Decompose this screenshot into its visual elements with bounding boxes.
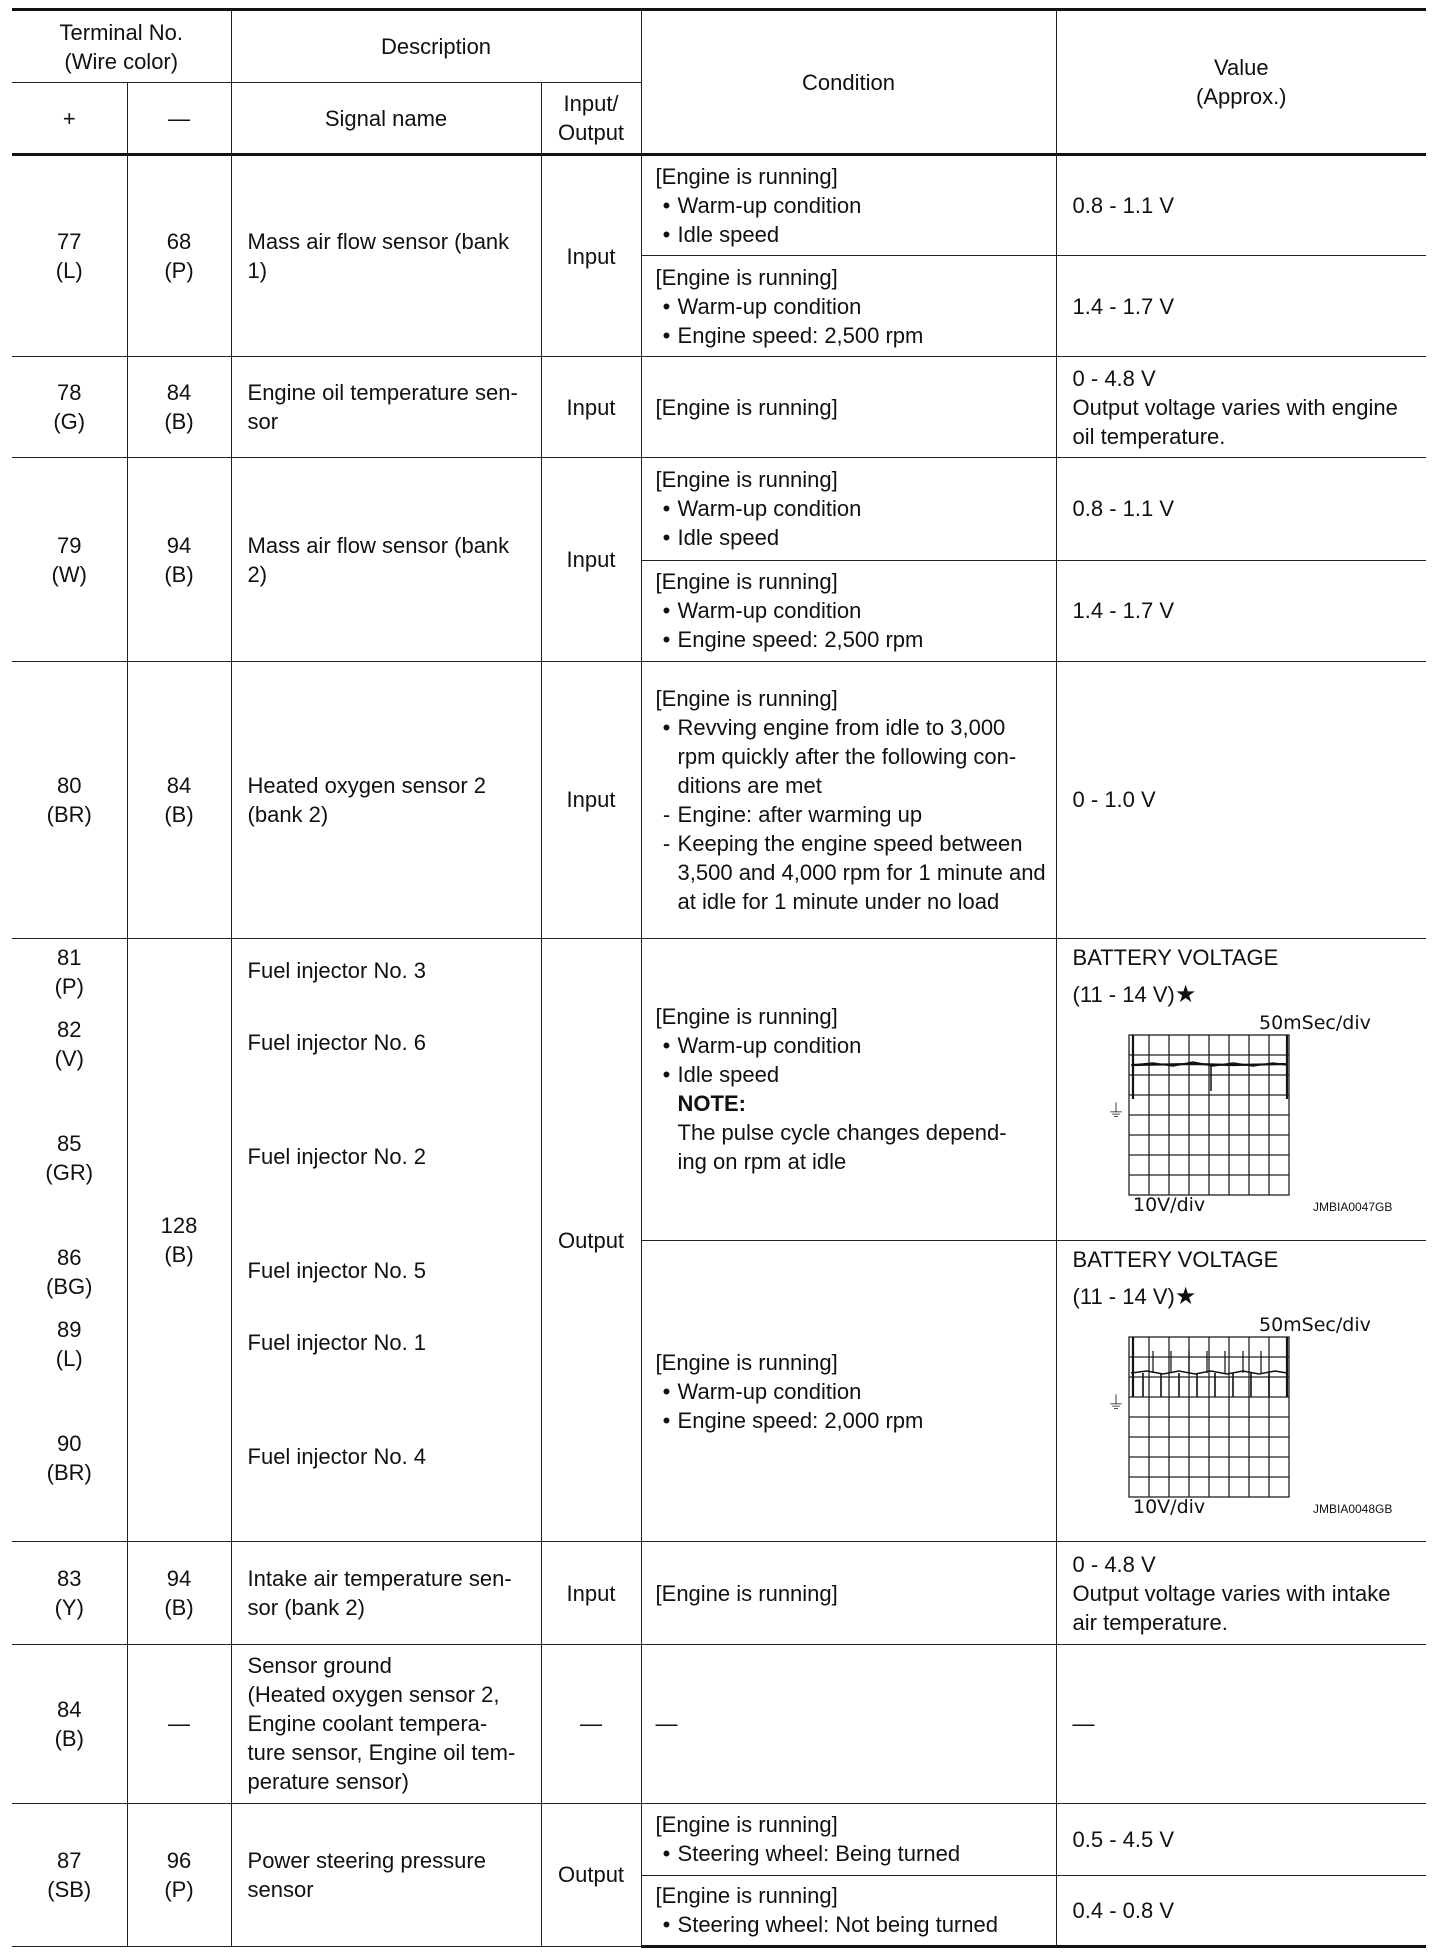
terminal-minus: 94 (B) <box>127 1542 231 1644</box>
terminal-plus: 83 (Y) <box>12 1542 127 1644</box>
condition-bullet: Steering wheel: Being turned <box>677 1841 961 1867</box>
condition-heading: [Engine is running] <box>655 685 838 711</box>
value-cell: 0.8 - 1.1 V <box>1056 155 1426 256</box>
terminal-minus: 84 (B) <box>127 357 231 458</box>
value-cell <box>1056 938 1426 1240</box>
condition-heading: [Engine is running] <box>655 569 838 595</box>
condition-dash-item: Keeping the engine speed between 3,500 and 4,000 rpm for 1 minute and at idle for 1 minute under no load <box>677 830 1046 914</box>
header-condition: Condition <box>641 10 1056 155</box>
star-icon: ★ <box>1174 980 1197 1008</box>
condition-bullet: Idle speed <box>677 525 780 551</box>
condition-bullet: Engine speed: 2,500 rpm <box>677 627 924 653</box>
condition-cell: [Engine is running] • Warm-up condition • Idle speed NOTE: The pulse cycle changes depend- ing on rpm at idle <box>641 938 1056 1240</box>
io-type: Output <box>541 1803 641 1946</box>
signal-name: Mass air flow sensor (bank 2) <box>231 458 541 661</box>
signal-name: Heated oxygen sensor 2 (bank 2) <box>231 661 541 938</box>
condition-bullet: Engine speed: 2,000 rpm <box>677 1407 924 1433</box>
value-cell: — <box>1056 1644 1426 1803</box>
condition-cell: — <box>641 1644 1056 1803</box>
terminal-plus: 85 (GR) <box>45 1130 94 1185</box>
oscilloscope-waveform-idle <box>1073 1009 1413 1214</box>
condition-bullet: Warm-up condition <box>677 1033 862 1059</box>
condition-dash-item: Engine: after warming up <box>677 801 923 827</box>
condition-bullet: Warm-up condition <box>677 598 862 624</box>
terminal-plus: 80 (BR) <box>12 661 127 938</box>
condition-bullet: Idle speed <box>677 1062 780 1088</box>
condition-cell: [Engine is running] • Revving engine from idle to 3,000 rpm quickly after the following con- ditions are met - Engine: after warming up - Keeping the engine speed between 3,500 and 4,000 rpm for 1 minute and at idle for 1 minute under no load <box>641 661 1056 938</box>
voltage-range: (11 - 14 V) <box>1072 1283 1175 1309</box>
table-row <box>12 357 1426 458</box>
signal-name: Mass air flow sensor (bank 1) <box>231 155 541 357</box>
terminal-plus: 78 (G) <box>12 357 127 458</box>
condition-bullet: Warm-up condition <box>677 496 862 522</box>
table-row <box>12 155 1426 256</box>
battery-voltage-label: BATTERY VOLTAGE <box>1072 944 1279 970</box>
condition-bullet: Steering wheel: Not being turned <box>677 1912 998 1938</box>
signal-name: Fuel injector No. 1 <box>247 1329 427 1355</box>
table-row <box>12 1803 1426 1875</box>
signal-name: Power steering pressure sensor <box>231 1803 541 1946</box>
table-row <box>12 661 1426 938</box>
note-text: The pulse cycle changes depend- ing on rpm at idle <box>677 1120 1007 1175</box>
table-row <box>12 1542 1426 1644</box>
table-row <box>12 938 1426 1240</box>
terminal-minus: — <box>127 1644 231 1803</box>
condition-heading: [Engine is running] <box>655 264 838 290</box>
value-cell: 0.8 - 1.1 V <box>1056 458 1426 560</box>
io-type: Input <box>541 357 641 458</box>
battery-voltage-label: BATTERY VOLTAGE <box>1072 1246 1279 1272</box>
volt-div-label: 10V/div <box>1132 1193 1205 1214</box>
value-note: Output voltage varies with intake air temperature. <box>1072 1580 1391 1635</box>
terminal-minus: 128 (B) <box>127 938 231 1542</box>
value-cell <box>1056 1542 1426 1644</box>
condition-cell: [Engine is running] • Warm-up condition • Engine speed: 2,500 rpm <box>641 560 1056 661</box>
condition-cell: [Engine is running] • Warm-up condition • Idle speed <box>641 458 1056 560</box>
terminal-minus: 68 (P) <box>127 155 231 357</box>
terminal-plus: 77 (L) <box>12 155 127 357</box>
io-type: Input <box>541 155 641 357</box>
figure-code: JMBIA0047GB <box>1312 1199 1392 1214</box>
io-type: Input <box>541 458 641 661</box>
value-cell: 0 - 1.0 V <box>1056 661 1426 938</box>
condition-cell: [Engine is running] • Warm-up condition • Idle speed <box>641 155 1056 256</box>
figure-code: JMBIA0048GB <box>1312 1501 1392 1516</box>
condition-cell: [Engine is running] • Steering wheel: Being turned <box>641 1803 1056 1875</box>
terminal-plus: 89 (L) <box>55 1316 83 1371</box>
io-type: Input <box>541 1542 641 1644</box>
volt-div-label: 10V/div <box>1132 1495 1205 1516</box>
condition-bullet: Warm-up condition <box>677 1378 862 1404</box>
terminal-plus: 86 (BG) <box>46 1244 93 1299</box>
header-minus: — <box>127 83 231 155</box>
condition-heading: [Engine is running] <box>655 467 838 493</box>
condition-cell: [Engine is running] • Warm-up condition • Engine speed: 2,500 rpm <box>641 256 1056 357</box>
signal-name: Intake air temperature sen- sor (bank 2) <box>231 1542 541 1644</box>
terminal-plus: 84 (B) <box>12 1644 127 1803</box>
condition-cell: [Engine is running] • Steering wheel: Not being turned <box>641 1875 1056 1946</box>
value-cell: 0.5 - 4.5 V <box>1056 1803 1426 1875</box>
table-row <box>12 458 1426 560</box>
condition-heading: [Engine is running] <box>655 164 838 190</box>
table-row <box>12 1644 1426 1803</box>
terminal-minus: 94 (B) <box>127 458 231 661</box>
terminal-plus: 82 (V) <box>54 1016 84 1071</box>
condition-heading: [Engine is running] <box>655 1883 838 1909</box>
io-type: Input <box>541 661 641 938</box>
condition-bullet: Engine speed: 2,500 rpm <box>677 322 924 348</box>
voltage-range: (11 - 14 V) <box>1072 981 1175 1007</box>
signal-name: Fuel injector No. 4 <box>247 1443 427 1469</box>
value-cell: 1.4 - 1.7 V <box>1056 256 1426 357</box>
ground-icon: ⏚ <box>1106 1100 1125 1122</box>
terminal-minus: 84 (B) <box>127 661 231 938</box>
terminal-plus-group <box>12 938 127 1542</box>
terminal-plus: 79 (W) <box>12 458 127 661</box>
time-div-label: 50mSec/div <box>1258 1313 1371 1336</box>
condition-cell: [Engine is running] <box>641 357 1056 458</box>
header-io: Input/ Output <box>541 83 641 155</box>
header-plus: + <box>12 83 127 155</box>
condition-heading: [Engine is running] <box>655 1812 838 1838</box>
condition-cell: [Engine is running] • Warm-up condition • Engine speed: 2,000 rpm <box>641 1240 1056 1542</box>
value-range: 0 - 4.8 V <box>1072 365 1156 391</box>
signal-name: Fuel injector No. 3 <box>247 957 427 983</box>
star-icon: ★ <box>1174 1282 1197 1310</box>
value-note: Output voltage varies with engine oil temperature. <box>1072 394 1398 449</box>
signal-name-group <box>231 938 541 1542</box>
condition-heading: [Engine is running] <box>655 1004 838 1030</box>
terminal-plus: 90 (BR) <box>46 1430 92 1485</box>
signal-name: Fuel injector No. 5 <box>247 1257 427 1283</box>
terminal-plus: 87 (SB) <box>12 1803 127 1946</box>
header-terminal: Terminal No. (Wire color) <box>12 10 231 83</box>
terminal-minus: 96 (P) <box>127 1803 231 1946</box>
header-row-1 <box>12 10 1426 83</box>
time-div-label: 50mSec/div <box>1258 1011 1371 1034</box>
value-cell: 0.4 - 0.8 V <box>1056 1875 1426 1946</box>
oscilloscope-waveform-2000rpm <box>1073 1311 1413 1516</box>
condition-cell: [Engine is running] <box>641 1542 1056 1644</box>
io-type: — <box>541 1644 641 1803</box>
header-description: Description <box>231 10 641 83</box>
condition-bullet: Revving engine from idle to 3,000 rpm quickly after the following con- ditions are met <box>677 714 1017 798</box>
note-label: NOTE: <box>677 1091 746 1117</box>
value-cell <box>1056 357 1426 458</box>
io-type: Output <box>541 938 641 1542</box>
terminal-table <box>12 8 1426 1948</box>
signal-name: Fuel injector No. 6 <box>247 1029 427 1055</box>
signal-name: Engine oil temperature sen- sor <box>231 357 541 458</box>
value-cell: 1.4 - 1.7 V <box>1056 560 1426 661</box>
ground-icon: ⏚ <box>1106 1392 1125 1414</box>
value-range: 0 - 4.8 V <box>1072 1551 1156 1577</box>
value-cell <box>1056 1240 1426 1542</box>
header-signal-name: Signal name <box>231 83 541 155</box>
condition-bullet: Warm-up condition <box>677 193 862 219</box>
header-value: Value (Approx.) <box>1056 10 1426 155</box>
signal-name: Fuel injector No. 2 <box>247 1143 427 1169</box>
condition-bullet: Warm-up condition <box>677 293 862 319</box>
terminal-plus: 81 (P) <box>54 944 84 999</box>
signal-name: Sensor ground (Heated oxygen sensor 2, Engine coolant tempera- ture sensor, Engine oil tem- perature sensor) <box>231 1644 541 1803</box>
condition-bullet: Idle speed <box>677 222 780 248</box>
condition-heading: [Engine is running] <box>655 1349 838 1375</box>
